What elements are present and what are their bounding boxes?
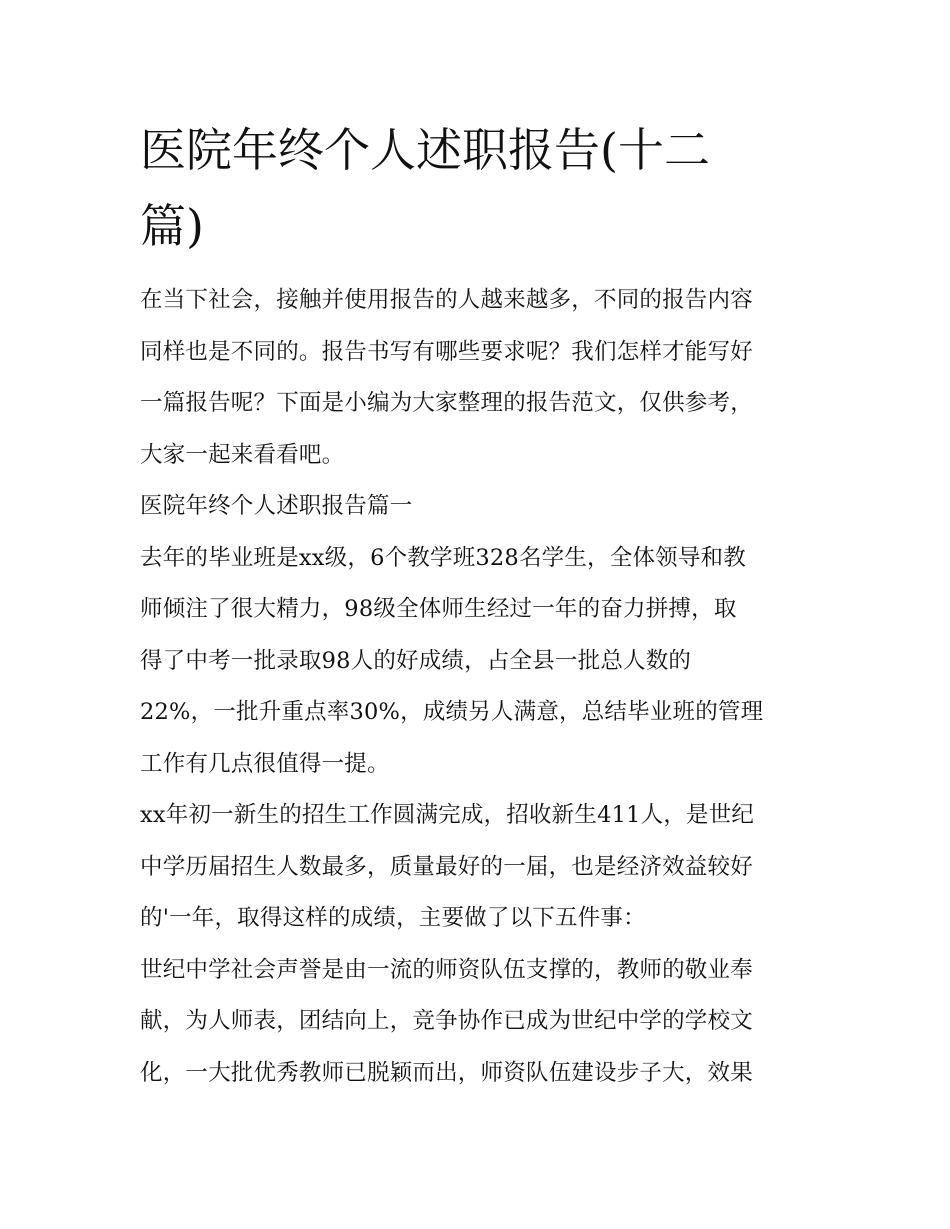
section-heading: 医院年终个人述职报告篇一 [140,493,413,519]
intro-line: 一篇报告呢？下面是小编为大家整理的报告范文，仅供参考， [140,390,753,416]
document-body [140,280,820,1104]
paragraph-line: 化，一大批优秀教师已脱颖而出，师资队伍建设步子大，效果 [140,1059,753,1086]
paragraph-line: 工作有几点很值得一提。 [140,750,390,777]
intro-line: 在当下社会，接触并使用报告的人越来越多，不同的报告内容 [140,287,753,313]
paragraph-line: 中学历届招生人数最多，质量最好的一届，也是经济效益较好 [140,853,753,880]
paragraph-line: 的'一年，取得这样的成绩，主要做了以下五件事： [140,905,646,931]
paragraph-line: 得了中考一批录取98人的好成绩，占全县一批总人数的 [140,647,692,674]
paragraph-line: 世纪中学社会声誉是由一流的师资队伍支撑的，教师的敬业奉 [140,956,753,983]
title-line: 医院年终个人述职报告(十二 [140,123,710,177]
paragraph-line: xx年初一新生的招生工作圆满完成，招收新生411人，是世纪 [140,802,755,828]
intro-line: 同样也是不同的。报告书写有哪些要求呢？我们怎样才能写好 [140,338,753,365]
paragraph-line: 献，为人师表，团结向上，竞争协作已成为世纪中学的学校文 [140,1008,753,1034]
paragraph-line: 师倾注了很大精力，98级全体师生经过一年的奋力拼搏，取 [140,596,737,622]
document-title [140,112,840,264]
intro-line: 大家一起来看看吧。 [140,441,345,468]
title-line: 篇) [140,199,204,253]
paragraph-line: 22%，一批升重点率30%，成绩另人满意，总结毕业班的管理 [140,699,764,725]
paragraph-line: 去年的毕业班是xx级，6个教学班328名学生，全体领导和教 [140,544,746,571]
